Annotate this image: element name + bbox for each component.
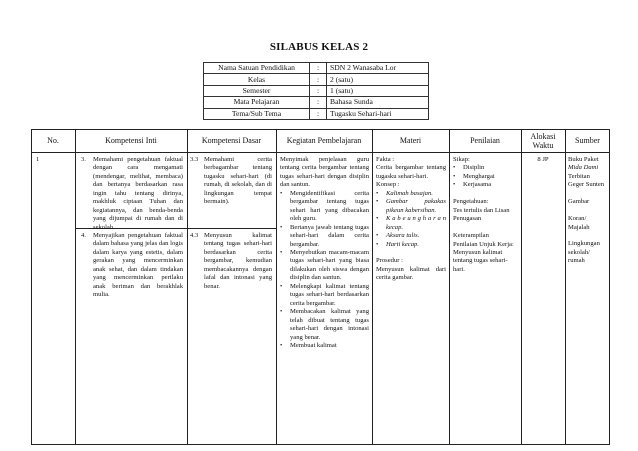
- kegiatan-item: • Melengkapi kalimat tentang tugas sehari-hari berdasarkan cerita bergambar.: [280, 282, 369, 307]
- kegiatan-item: • Membuat kalimat: [280, 341, 337, 349]
- bullet-icon: •: [376, 198, 379, 206]
- identity-value: SDN 2 Wanasaba Lor: [327, 63, 429, 74]
- penilaian-keterampilan: Penilaian Unjuk Kerja:: [453, 240, 514, 248]
- konsep-item: • Kalimah basajan.: [376, 189, 433, 197]
- penilaian-pengetahuan-label: Pengetahuan:: [453, 198, 489, 206]
- materi-fakta: Cerita bergambar tentang tugasku sehari-hari.: [376, 164, 446, 180]
- bullet-icon: •: [453, 172, 456, 180]
- bullet-icon: •: [453, 164, 456, 172]
- sumber-cell: [568, 156, 608, 266]
- alokasi-waktu: 8 JP: [537, 156, 549, 163]
- column-divider: [521, 129, 522, 445]
- identity-row-subject: [204, 97, 429, 108]
- ki-4-text: Menyajikan pengetahuan faktual dalam bahasa yang jelas dan logis dalam karya yang estetis, dalam gerakan yang mencerminkan anak sehat, dan dalam tindakan yang mencerminkan perilaku anak beriman dan berakhlak mulia.: [93, 232, 183, 299]
- konsep-item: • Gambar pakakas pikeun kabersihan.: [376, 198, 446, 214]
- bullet-icon: •: [280, 189, 283, 197]
- sumber-penerbit: Geger Sunten: [568, 181, 605, 189]
- header-kompetensi-inti: Kompetensi Inti: [105, 136, 157, 145]
- sumber-terbitan-label: Terbitan: [568, 172, 590, 180]
- identity-row-school: [204, 63, 429, 74]
- kd-3-3-item: [190, 156, 272, 207]
- bullet-icon: •: [376, 215, 379, 223]
- kd-4-3-item: [190, 232, 272, 291]
- kegiatan-item: • Bertanya jawab tentang tugas sehari-hari dalam cerita bergambar.: [280, 223, 369, 248]
- document-title: SILABUS KELAS 2: [269, 41, 369, 53]
- sumber-buku-label: Buku Paket: [568, 156, 599, 163]
- sumber-lingkungan: Lingkungan sekolah/ rumah: [568, 240, 600, 265]
- identity-label: Nama Satuan Pendidikan: [204, 63, 310, 74]
- column-divider: [187, 129, 188, 445]
- kd-4-3-number: 4.3: [190, 232, 199, 239]
- kegiatan-intro: Menyimak penjelasan guru tentang cerita bergambar tentang tugas sehari-hari dengan disiplin dan santun.: [280, 156, 369, 189]
- bullet-icon: •: [453, 181, 456, 189]
- header-kompetensi-dasar: Kompetensi Dasar: [201, 136, 262, 145]
- bullet-icon: •: [376, 189, 379, 197]
- column-divider: [75, 129, 76, 445]
- row-number: 1: [36, 156, 40, 163]
- konsep-item: • K a b e u n g h a r a n kecap.: [376, 215, 446, 231]
- header-alokasi-waktu: Alokasi Waktu: [530, 131, 556, 150]
- bullet-icon: •: [376, 240, 379, 248]
- kd-4-3-text: Menyusun kalimat tentang tugas sehari-hari berdasarkan cerita bergambar, kemudian membacakannya dengan lafal dan intonasi yang benar.: [204, 232, 272, 290]
- kd-3-3-number: 3.3: [190, 156, 199, 163]
- sumber-majalah: Majalah: [568, 223, 590, 231]
- header-divider: [31, 152, 610, 153]
- penilaian-keterampilan-detail: Menyusun kalimat tentang tugas sehari-hari.: [453, 248, 508, 273]
- identity-separator: :: [310, 74, 327, 85]
- column-divider: [565, 129, 566, 445]
- penilaian-keterampilan-label: Keterampilan: [453, 232, 489, 240]
- ki-3-number: 3.: [81, 156, 86, 163]
- identity-separator: :: [310, 85, 327, 96]
- identity-value: 1 (satu): [327, 85, 429, 96]
- column-divider: [372, 129, 373, 445]
- column-divider: [276, 129, 277, 445]
- header-materi: Materi: [399, 136, 422, 145]
- ki-3-text: Memahami pengetahuan faktual dengan cara mengamati (mendengar, melihat, membaca) dan bertanya berdasarkan rasa ingin tahu tentang dirinya, makhluk ciptaan Tuhan dan kegiatannya, dan benda-benda yang dijumpai di rumah dan di sekolah.: [93, 156, 183, 231]
- bullet-icon: •: [376, 232, 379, 240]
- bullet-icon: •: [280, 341, 283, 349]
- header-penilaian: Penilaian: [470, 136, 500, 145]
- identity-label: Tema/Sub Tema: [204, 108, 310, 119]
- sumber-koran: Koran/: [568, 215, 587, 223]
- identity-row-semester: [204, 85, 429, 96]
- identity-value: Bahasa Sunda: [327, 97, 429, 108]
- konsep-item: • Harti kecap.: [376, 240, 419, 248]
- materi-konsep-label: Konsep :: [376, 181, 400, 189]
- identity-table: [203, 62, 429, 120]
- header-sumber: Sumber: [575, 136, 600, 145]
- identity-value: Tugasku Sehari-hari: [327, 108, 429, 119]
- materi-prosedur-label: Prosedur :: [376, 257, 403, 265]
- kegiatan-item: • Membacakan kalimat yang telah dibuat tentang tugas sehari-hari dengan intonasi yang benar.: [280, 308, 369, 341]
- identity-row-theme: [204, 108, 429, 119]
- kegiatan-cell: [280, 156, 369, 350]
- penilaian-sikap-label: Sikap:: [453, 156, 470, 163]
- column-divider: [449, 129, 450, 445]
- kegiatan-item: • Menyebutkan macam-macam tugas sehari-hari yang biasa dilakukan oleh siswa dengan disiplin dan santun.: [280, 248, 369, 282]
- sikap-item: • Disiplin: [453, 164, 485, 172]
- identity-value: 2 (satu): [327, 74, 429, 85]
- materi-cell: [376, 156, 446, 283]
- kegiatan-item: • Mengidentifikasi cerita bergambar tentang tugas sehari hari yang dibacakan oleh guru.: [280, 189, 369, 223]
- kegiatan-list: [280, 190, 369, 351]
- materi-fakta-label: Fakta :: [376, 156, 395, 163]
- identity-separator: :: [310, 97, 327, 108]
- materi-prosedur: Menyusun kalimat dari cerita gambar.: [376, 265, 446, 282]
- identity-separator: :: [310, 108, 327, 119]
- bullet-icon: •: [280, 282, 283, 290]
- penilaian-cell: [453, 156, 518, 274]
- bullet-icon: •: [280, 223, 283, 231]
- penilaian-sikap-list: [453, 164, 518, 189]
- ki-4-item: [81, 232, 183, 300]
- identity-separator: :: [310, 63, 327, 74]
- materi-konsep-list: [376, 190, 446, 249]
- sikap-item: • Kerjasama: [453, 181, 492, 189]
- identity-label: Kelas: [204, 74, 310, 85]
- ki-3-item: [81, 156, 183, 232]
- konsep-item: • Aksara tulis.: [376, 232, 420, 240]
- header-kegiatan: Kegiatan Pembelajaran: [286, 136, 362, 145]
- kd-3-3-text: Memahami cerita berbagambar tentang tugasku sehari-hari (di rumah, di sekolah, dan di lingkungan tempat bermain).: [204, 156, 272, 206]
- identity-label: Semester: [204, 85, 310, 96]
- sumber-buku-title: Mida Dami: [568, 164, 599, 172]
- header-no: No.: [47, 136, 59, 145]
- ki-4-number: 4.: [81, 232, 86, 239]
- sumber-gambar: Gambar: [568, 198, 590, 206]
- sikap-item: • Menghargai: [453, 172, 495, 180]
- identity-row-class: [204, 74, 429, 85]
- bullet-icon: •: [280, 248, 283, 256]
- bullet-icon: •: [280, 308, 283, 316]
- penilaian-penugasan: Penugasan: [453, 215, 482, 223]
- identity-label: Mata Pelajaran: [204, 97, 310, 108]
- penilaian-pengetahuan: Tes tertulis dan Lisan: [453, 206, 510, 214]
